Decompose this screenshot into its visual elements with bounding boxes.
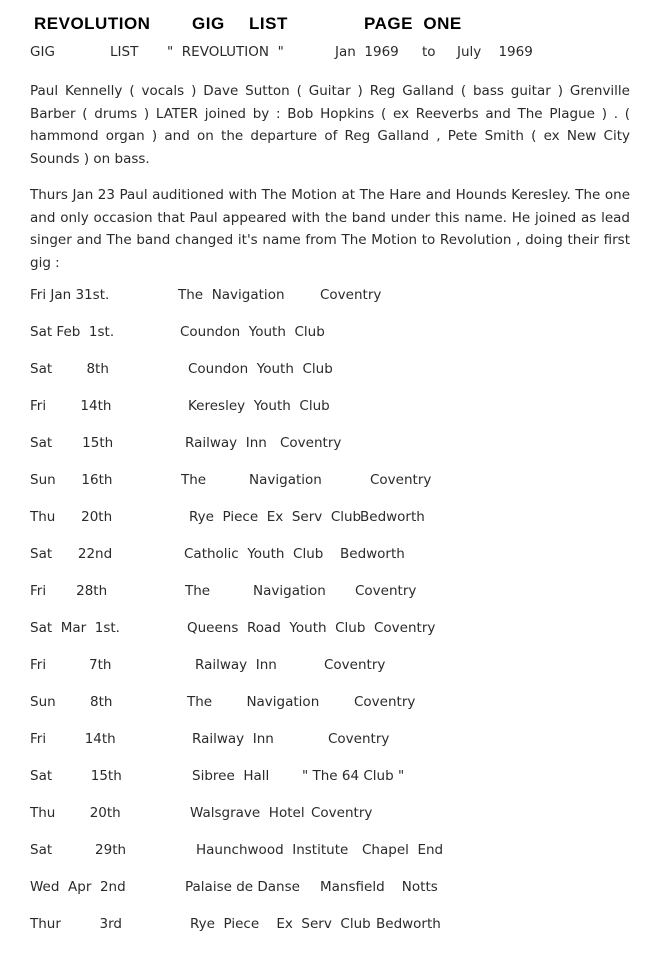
gig-date: Sat 22nd [30,546,113,562]
gig-row [30,435,665,472]
gig-row [30,398,665,435]
gig-venue: The Navigation [178,287,285,303]
subheader-from: Jan 1969 [335,44,399,60]
gig-location: " The 64 Club " [302,768,405,784]
gig-date: Fri 28th [30,583,108,599]
gig-venue: Haunchwood Institute [196,842,349,858]
gig-row [30,546,665,583]
gig-row [30,287,665,324]
gig-location: Coventry [280,435,342,451]
gig-row [30,657,665,694]
gig-date: Wed Apr 2nd [30,879,126,895]
gig-date: Sat Mar 1st. [30,620,120,636]
header-page: PAGE ONE [364,14,462,33]
gig-location: Bedworth [340,546,405,562]
gig-date: Fri 14th [30,398,112,414]
gig-date: Thu 20th [30,805,121,821]
header-gig: GIG [192,14,225,33]
gig-venue: Railway Inn [192,731,274,747]
gig-venue: Keresley Youth Club [188,398,330,414]
header-list: LIST [249,14,288,33]
gig-date: Thur 3rd [30,916,123,932]
subheader-until: July 1969 [457,44,533,60]
gig-row [30,324,665,361]
gig-venue: Coundon Youth Club [188,361,333,377]
gig-date: Sat 8th [30,361,109,377]
gig-location: Coventry [328,731,390,747]
gig-venue: Rye Piece Ex Serv Club [190,916,371,932]
gig-venue: Sibree Hall [192,768,270,784]
gig-date: Sat 29th [30,842,127,858]
gig-location: Mansfield Notts [320,879,438,895]
gig-date: Fri 14th [30,731,116,747]
gig-location: Chapel End [362,842,444,858]
gig-venue: Palaise de Danse [185,879,300,895]
gig-venue: Railway Inn [185,435,267,451]
gig-venue: Rye Piece Ex Serv Club [189,509,362,525]
gig-location: Coventry [320,287,382,303]
gig-location: Coventry [370,472,432,488]
audition-paragraph: Thurs Jan 23 Paul auditioned with The Motion at The Hare and Hounds Keresley. The one and only occasion that Paul appeared with the band under this name. He joined as lead singer and The band changed it's name from The Motion to Revolution , doing their first gig : [30,187,630,271]
gig-date: Thu 20th [30,509,113,525]
header-band: REVOLUTION [34,14,151,33]
gig-row [30,731,665,768]
gig-location: Coventry [324,657,386,673]
gig-date: Fri Jan 31st. [30,287,110,303]
page-header [34,14,665,38]
gig-date: Fri 7th [30,657,112,673]
gig-location: Coventry [374,620,436,636]
gig-venue: The Navigation [185,583,326,599]
subheader-name: " REVOLUTION " [167,44,284,60]
gig-row [30,620,665,657]
subheader [30,44,665,66]
gig-list [30,287,665,953]
gig-row [30,472,665,509]
gig-venue: Catholic Youth Club [184,546,324,562]
gig-venue: The Navigation [181,472,322,488]
gig-location: Bedworth [376,916,441,932]
gig-row [30,805,665,842]
gig-row [30,879,665,916]
gig-row [30,842,665,879]
gig-location: Coventry [311,805,373,821]
gig-venue: Coundon Youth Club [180,324,325,340]
subheader-gig: GIG [30,44,55,60]
gig-date: Sun 8th [30,694,113,710]
gig-venue: Walsgrave Hotel [190,805,305,821]
gig-location: Coventry [355,583,417,599]
gig-row [30,583,665,620]
gig-venue: Queens Road Youth Club [187,620,366,636]
gig-location: Coventry [354,694,416,710]
gig-date: Sat 15th [30,768,122,784]
gig-date: Sun 16th [30,472,113,488]
gig-row [30,509,665,546]
lineup-paragraph: Paul Kennelly ( vocals ) Dave Sutton ( Guitar ) Reg Galland ( bass guitar ) Grenville Barber ( drums ) LATER joined by : Bob Hopkins ( ex Reeverbs and The Plague ) . ( hammond organ ) and on the departure of Reg Galland , Pete Smith ( ex New City Sounds ) on bass. [30,83,630,167]
gig-location: Bedworth [360,509,425,525]
gig-date: Sat 15th [30,435,114,451]
gig-row [30,768,665,805]
gig-venue: Railway Inn [195,657,277,673]
subheader-list: LIST [110,44,139,60]
subheader-to: to [422,44,436,60]
gig-row [30,916,665,953]
gig-date: Sat Feb 1st. [30,324,115,340]
gig-row [30,694,665,731]
gig-venue: The Navigation [187,694,320,710]
gig-row [30,361,665,398]
